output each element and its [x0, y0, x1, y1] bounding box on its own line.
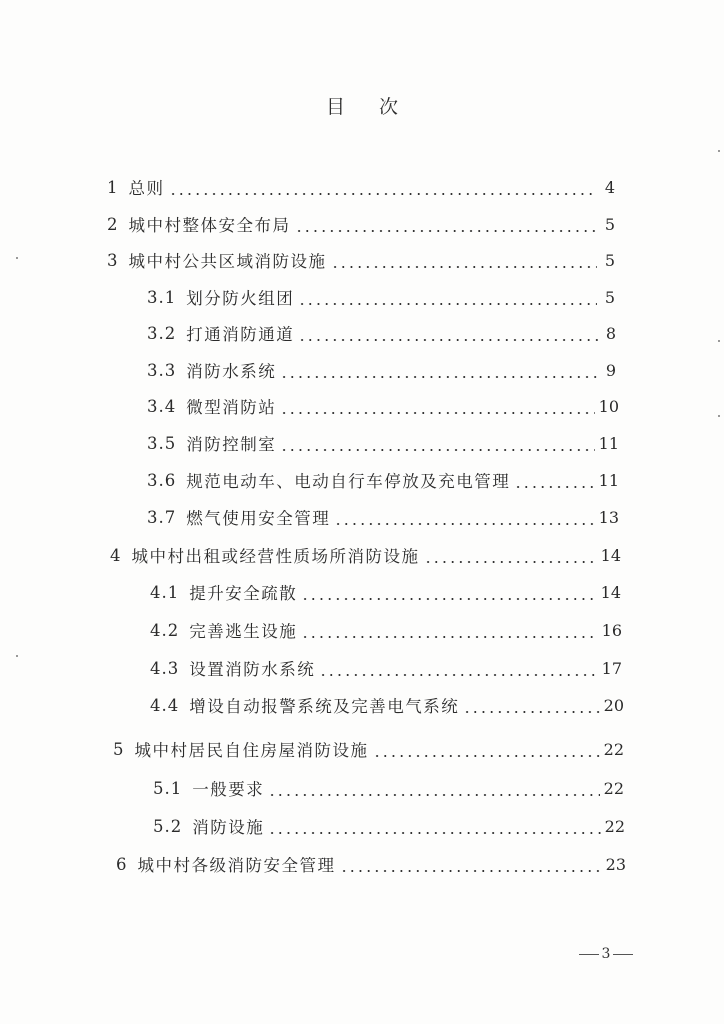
toc-entry-label: 划分防火组团: [186, 289, 295, 308]
dot-leader: [331, 266, 598, 268]
toc-entry-number: 2: [107, 214, 119, 234]
toc-entry-3-4: [147, 391, 619, 421]
toc-entry-page: 11: [598, 470, 619, 490]
dot-leader: [319, 674, 597, 676]
scan-speck: [16, 655, 18, 657]
dot-leader: [169, 193, 598, 195]
toc-entry-3-1: [147, 282, 615, 312]
toc-entry-number: 1: [107, 177, 119, 197]
toc-entry-page: 10: [598, 396, 619, 416]
toc-entry-number: 5.2: [153, 816, 183, 836]
toc-entry-label: 城中村居民自住房屋消防设施: [134, 741, 369, 760]
toc-entry-5-2: [153, 811, 625, 841]
toc-entry-page: 22: [603, 778, 624, 798]
toc-entry-4-4: [150, 690, 624, 720]
toc-entry-label: 微型消防站: [186, 398, 277, 417]
toc-entry-number: 4.4: [150, 695, 180, 715]
toc-entry-number: 4.2: [150, 620, 180, 640]
page-footer: [576, 946, 636, 962]
toc-entry-number: 4.1: [150, 582, 180, 602]
toc-entry-page: 11: [598, 433, 619, 453]
toc-entry-number: 3.5: [147, 433, 177, 453]
toc-entry-number: 4.3: [150, 658, 180, 678]
toc-entry-page: 13: [598, 507, 619, 527]
dot-leader: [301, 636, 597, 638]
dot-leader: [298, 339, 598, 341]
toc-entry-label: 一般要求: [192, 780, 265, 799]
toc-entry-page: 14: [600, 582, 621, 602]
toc-entry-label: 消防设施: [192, 818, 265, 837]
toc-entry-number: 3.3: [147, 360, 177, 380]
dot-leader: [295, 230, 598, 232]
toc-entry-page: 22: [604, 816, 625, 836]
dot-leader: [280, 449, 594, 451]
dot-leader: [463, 711, 599, 713]
toc-entry-page: 5: [604, 287, 615, 307]
toc-entry-number: 3: [107, 250, 119, 270]
dot-leader: [268, 794, 599, 796]
toc-entry-3-3: [147, 355, 616, 385]
toc-entry-label: 打通消防通道: [186, 325, 295, 344]
scan-speck: [718, 340, 720, 342]
toc-entry-page: 5: [604, 250, 615, 270]
toc-entry-4-1: [150, 577, 621, 607]
toc-entry-2: [107, 209, 615, 239]
toc-entry-3-2: [147, 318, 616, 348]
toc-entry-page: 17: [601, 658, 622, 678]
dot-leader: [424, 561, 597, 563]
toc-entry-6: [116, 849, 626, 879]
toc-entry-page: 23: [605, 854, 626, 874]
footer-dash-left: [579, 954, 599, 955]
toc-entry-3-5: [147, 428, 619, 458]
dot-leader: [280, 376, 598, 378]
toc-entry-3: [107, 245, 615, 275]
toc-entry-page: 8: [605, 323, 616, 343]
toc-entry-label: 完善逃生设施: [189, 622, 298, 641]
dot-leader: [298, 303, 597, 305]
toc-entry-page: 16: [601, 620, 622, 640]
toc-entry-3-7: [147, 502, 619, 532]
toc-entry-4-3: [150, 653, 622, 683]
toc-entry-number: 3.6: [147, 470, 177, 490]
toc-entry-4-2: [150, 615, 622, 645]
scan-speck: [16, 257, 18, 259]
toc-entry-number: 4: [110, 545, 122, 565]
toc-entry-label: 城中村出租或经营性质场所消防设施: [131, 547, 420, 566]
toc-entry-number: 3.7: [147, 507, 177, 527]
toc-entry-page: 9: [605, 360, 616, 380]
toc-entry-1: [107, 172, 615, 202]
toc-entry-5: [113, 734, 624, 764]
scan-speck: [718, 150, 720, 152]
toc-entry-label: 设置消防水系统: [189, 660, 316, 679]
toc-title: 目 次: [325, 96, 413, 118]
toc-entry-label: 城中村各级消防安全管理: [137, 856, 336, 875]
dot-leader: [340, 870, 602, 872]
toc-entry-label: 规范电动车、电动自行车停放及充电管理: [186, 472, 511, 491]
toc-entry-label: 城中村公共区域消防设施: [128, 252, 327, 271]
dot-leader: [514, 486, 594, 488]
toc-entry-label: 燃气使用安全管理: [186, 509, 331, 528]
toc-entry-number: 6: [116, 854, 128, 874]
toc-entry-page: 4: [604, 177, 615, 197]
toc-entry-5-1: [153, 773, 624, 803]
toc-entry-label: 消防控制室: [186, 435, 277, 454]
dot-leader: [301, 598, 596, 600]
footer-dash-right: [613, 954, 633, 955]
toc-entry-label: 城中村整体安全布局: [128, 216, 291, 235]
toc-entry-label: 提升安全疏散: [189, 584, 298, 603]
toc-entry-label: 总则: [128, 179, 165, 198]
toc-entry-3-6: [147, 465, 619, 495]
dot-leader: [373, 755, 600, 757]
toc-entry-number: 3.2: [147, 323, 177, 343]
toc-entry-4: [110, 540, 621, 570]
dot-leader: [268, 832, 600, 834]
toc-entry-label: 增设自动报警系统及完善电气系统: [189, 697, 460, 716]
toc-entry-number: 3.4: [147, 396, 177, 416]
toc-entry-page: 5: [604, 214, 615, 234]
page-number: 3: [601, 946, 611, 962]
toc-entry-page: 22: [603, 739, 624, 759]
dot-leader: [334, 523, 594, 525]
toc-entry-number: 5.1: [153, 778, 183, 798]
scan-speck: [718, 415, 720, 417]
toc-entry-page: 14: [600, 545, 621, 565]
toc-entry-label: 消防水系统: [186, 362, 277, 381]
toc-entry-number: 5: [113, 739, 125, 759]
dot-leader: [280, 412, 594, 414]
toc-entry-page: 20: [603, 695, 624, 715]
toc-entry-number: 3.1: [147, 287, 177, 307]
